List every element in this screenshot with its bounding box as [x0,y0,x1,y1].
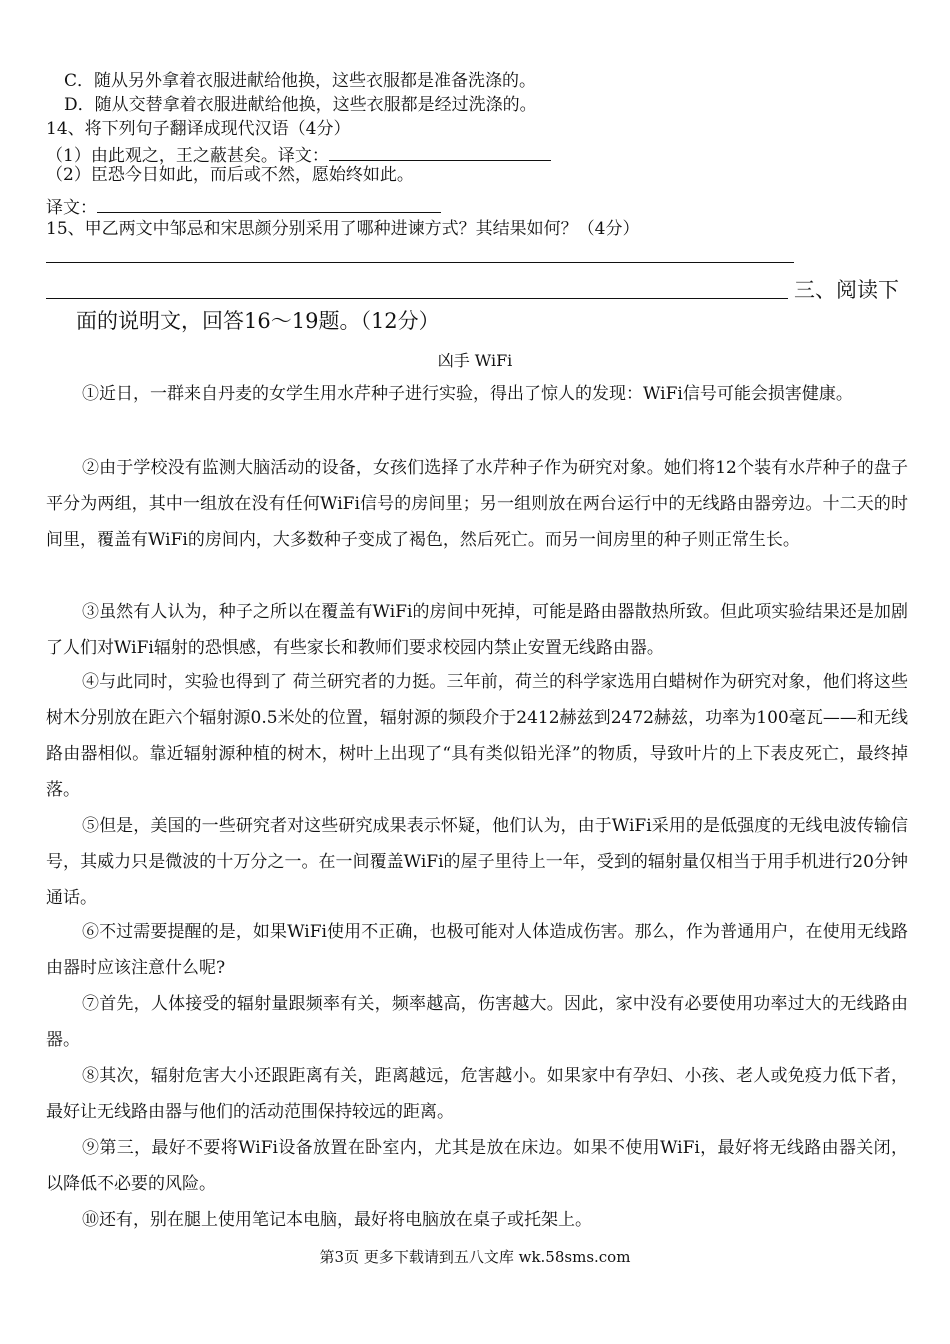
paragraph-4: ④与此同时，实验也得到了 荷兰研究者的力挺。三年前，荷兰的科学家选用白蜡树作为研究对象，他们将这些树木分别放在距六个辐射源0.5米处的位置，辐射源的频段介于2412赫兹到2472赫兹，功率为100毫瓦——和无线路由器相似。靠近辐射源种植的树木，树叶上出现了“具有类似铅光泽”的物质，导致叶片的上下表皮死亡，最终掉落。 [46,672,908,800]
q14-item-1-text: （1）由此观之，王之蔽甚矣。译文： [46,146,329,166]
q14-prompt: 14、将下列句子翻译成现代汉语（4分） [46,119,351,139]
paragraph-10: ⑩还有，别在腿上使用笔记本电脑，最好将电脑放在桌子或托架上。 [82,1210,592,1230]
paragraph-3: ③虽然有人认为，种子之所以在覆盖有WiFi的房间中死掉，可能是路由器散热所致。但此项实验结果还是加剧了人们对WiFi辐射的恐惧感，有些家长和教师们要求校园内禁止安置无线路由器。 [46,602,908,658]
paragraph-6-start: ⑥不过需要提醒的是，如果WiFi使用不正确，也 [82,922,447,942]
q14-item-2-answer [46,194,441,219]
paragraph-2: ②由于学校没有监测大脑活动的设备，女孩们选择了水芹种子作为研究对象。她们将12个装有水芹种子的盘子平分为两组，其中一组放在没有任何WiFi信号的房间里；另一组则放在两台运行中的无线路由器旁边。十二天的时间里，覆盖有WiFi的房间内，大多数种子变成了褐色，然后死亡。而另一间房里的种子则正常生长。 [46,458,908,550]
answer-label: 译文： [46,198,97,218]
emphasis-mark: 极 [446,922,464,942]
answer-blank[interactable] [329,142,551,161]
section-3-heading-part2: 面的说明文，回答16～19题。（12分） [76,309,440,333]
answer-blank[interactable] [97,194,441,213]
paragraph-6 [46,914,908,986]
option-c: C．随从另外拿着衣服进献给他换，这些衣服都是准备洗涤的。 [64,71,537,91]
paragraph-5: ⑤但是，美国的一些研究者对这些研究成果表示怀疑，他们认为，由于WiFi采用的是低强度的无线电波传输信号，其威力只是微波的十万分之一。在一间覆盖WiFi的屋子里待上一年，受到的辐射量仅相当于用手机进行20分钟通话。 [46,816,908,908]
paragraph-8: ⑧其次，辐射危害大小还跟距离有关，距离越远，危害越小。如果家中有孕妇、小孩、老人或免疫力低下者，最好让无线路由器与他们的活动范围保持较远的距离。 [46,1066,908,1122]
paragraph-7: ⑦首先，人体接受的辐射量跟频率有关，频率越高，伤害越大。因此，家中没有必要使用功率过大的无线路由器。 [46,994,908,1050]
paragraph-6-end: 可能对人体造成伤害。那么，作为普通用户，在使用无线路由器时应该注意什么呢? [46,922,909,978]
q15-prompt: 15、甲乙两文中邹忌和宋思颜分别采用了哪种进谏方式？其结果如何？（4分） [46,219,640,239]
q14-item-2: （2）臣恐今日如此，而后或不然，愿始终如此。 [46,165,414,185]
option-d: D．随从交替拿着衣服进献给他换，这些衣服都是经过洗涤的。 [64,95,537,115]
paragraph-1: ①近日，一群来自丹麦的女学生用水芹种子进行实验，得出了惊人的发现：WiFi信号可能会损害健康。 [82,384,853,404]
paragraph-9: ⑨第三，最好不要将WiFi设备放置在卧室内，尤其是放在床边。如果不使用WiFi，最好将无线路由器关闭，以降低不必要的风险。 [46,1138,908,1194]
article-title: 凶手 WiFi [437,351,513,370]
answer-rule[interactable] [46,298,788,299]
section-3-heading-part1: 三、阅读下 [794,278,899,302]
page-footer: 第3页 更多下载请到五八文库 wk.58sms.com [319,1248,631,1266]
answer-rule[interactable] [46,262,794,263]
